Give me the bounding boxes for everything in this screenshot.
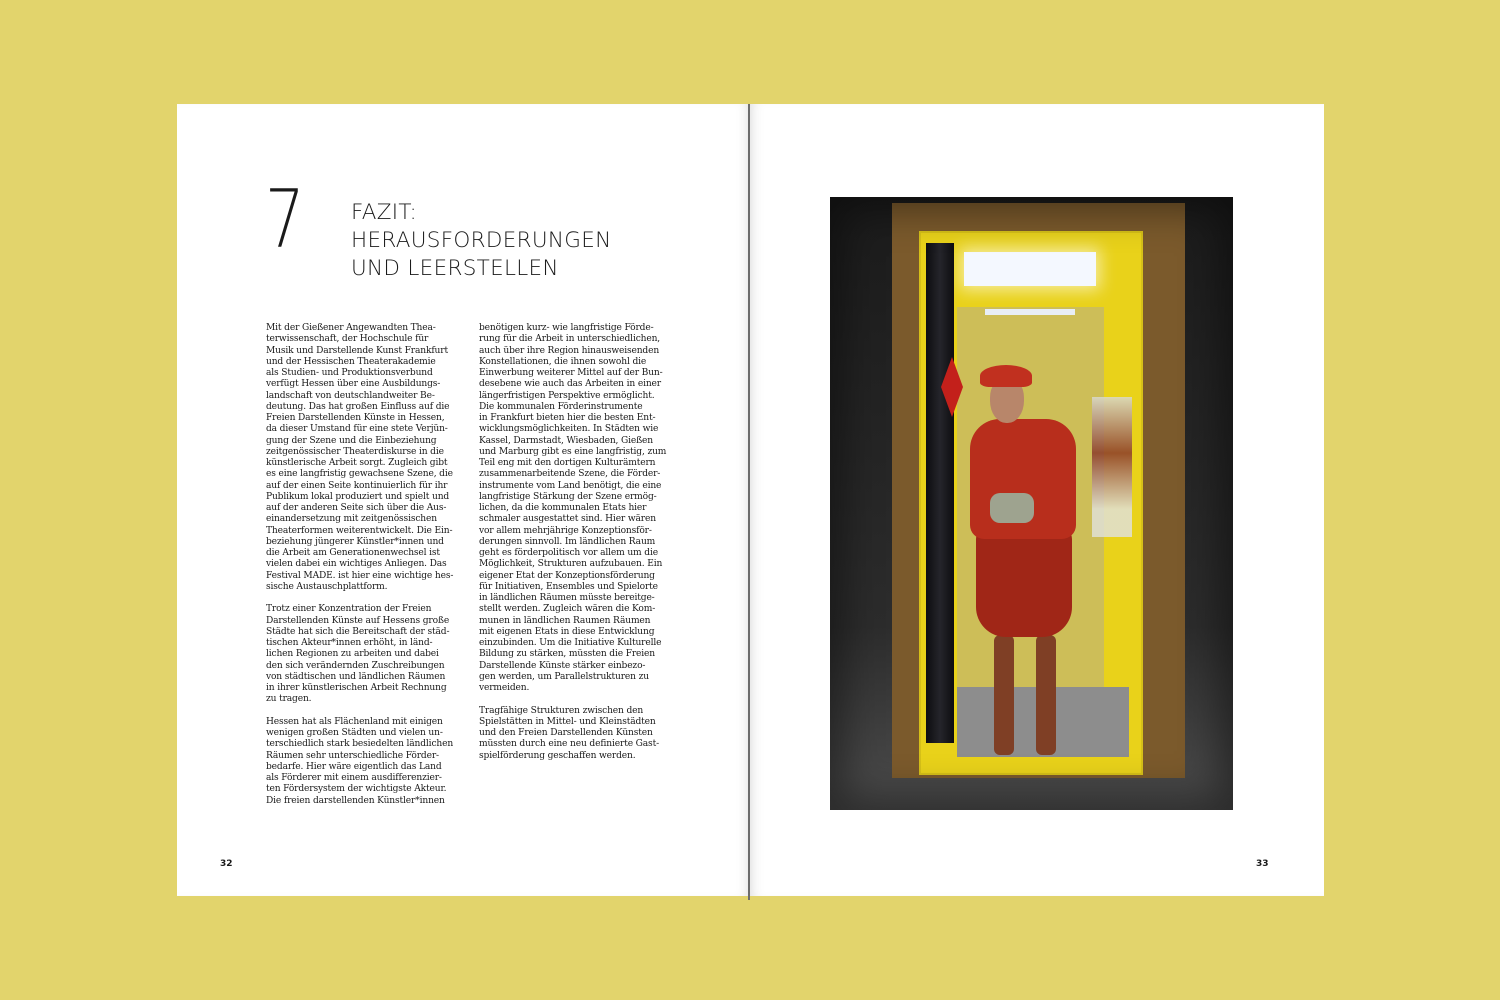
text-line: mit eigenen Etats in diese Entwicklung: [479, 626, 655, 637]
text-line: müssten durch eine neu definierte Gast-: [479, 739, 659, 750]
text-line: Darstellenden Künste auf Hessens große: [266, 615, 450, 626]
text-line: desebene wie auch das Arbeiten in einer: [479, 379, 661, 390]
photo-woman-in-phone-booth: [830, 197, 1233, 810]
chapter-title-line: FAZIT:: [351, 200, 417, 225]
text-line: auf der anderen Seite sich über die Aus-: [266, 503, 447, 513]
text-line: Die kommunalen Förderinstrumente: [479, 401, 643, 412]
text-line: wenigen großen Städten und vielen un-: [266, 728, 443, 738]
text-line: gung der Szene und die Einbeziehung: [266, 435, 437, 446]
spine-gutter: [748, 104, 750, 900]
text-line: terwissenschaft, der Hochschule für: [266, 334, 429, 345]
text-line: einandersetzung mit zeitgenössischen: [266, 514, 437, 525]
page-number-right: 33: [1256, 859, 1269, 869]
text-line: Freien Darstellenden Künste in Hessen,: [266, 413, 445, 423]
text-line: Räumen sehr unterschiedliche Förder-: [266, 750, 439, 761]
text-line: deutung. Das hat großen Einfluss auf die: [266, 401, 450, 412]
text-line: künstlerische Arbeit sorgt. Zugleich gibt: [266, 458, 448, 468]
chapter-title: [351, 199, 611, 283]
text-line: rung für die Arbeit in unterschiedlichen,: [479, 334, 661, 345]
text-line: Publikum lokal produziert und spielt und: [266, 491, 450, 502]
text-column-1: [266, 323, 464, 818]
text-line: Darstellende Künste stärker einbezo-: [479, 660, 646, 671]
text-line: instrumente vom Land benötigt, die eine: [479, 480, 662, 491]
paragraph: [479, 323, 677, 694]
page-number-left: 32: [220, 859, 233, 869]
text-line: Musik und Darstellende Kunst Frankfurt: [266, 345, 448, 356]
text-line: vor allem mehrjährige Konzeptionsför-: [479, 525, 652, 536]
text-line: benötigen kurz- wie langfristige Förde-: [479, 323, 654, 333]
text-line: verfügt Hessen über eine Ausbildungs-: [266, 379, 441, 390]
paragraph: [266, 323, 464, 593]
text-line: vielen dabei ein wichtiges Anliegen. Das: [266, 559, 447, 570]
text-line: tischen Akteur*innen erhöht, in länd-: [266, 638, 433, 648]
text-line: schmaler ausgestattet sind. Hier wären: [479, 514, 656, 525]
text-line: langfristige Stärkung der Szene ermög-: [479, 491, 657, 502]
text-line: bedarfe. Hier wäre eigentlich das Land: [266, 761, 442, 772]
text-line: längerfristigen Perspektive ermöglicht.: [479, 390, 655, 401]
text-line: auch über ihre Region hinausweisenden: [479, 345, 660, 356]
text-line: von städtischen und ländlichen Räumen: [266, 671, 446, 682]
text-line: für Initiativen, Ensembles und Spielorte: [479, 581, 658, 592]
text-line: Festival MADE. ist hier eine wichtige hes-: [266, 570, 454, 581]
text-line: Theaterformen weiterentwickelt. Die Ein-: [266, 525, 453, 536]
text-line: Möglichkeit, Strukturen aufzubauen. Ein: [479, 559, 663, 570]
chapter-title-line: UND LEERSTELLEN: [351, 256, 559, 281]
text-line: derungen sinnvoll. Im ländlichen Raum: [479, 536, 656, 547]
text-line: ten Fördersystem der wichtigste Akteur.: [266, 784, 447, 795]
text-line: zusammenarbeitende Szene, die Förder-: [479, 469, 661, 480]
text-line: als Studien- und Produktionsverbund: [266, 368, 433, 378]
text-line: landschaft von deutschlandweiter Be-: [266, 390, 435, 401]
text-line: eigener Etat der Konzeptionsförderung: [479, 570, 655, 581]
left-page: [177, 104, 750, 896]
text-line: munen in ländlichen Raumen Räumen: [479, 615, 651, 626]
text-column-2: [479, 323, 677, 773]
text-line: Trotz einer Konzentration der Freien: [266, 604, 432, 615]
text-line: da dieser Umstand für eine stete Verjün-: [266, 424, 448, 435]
text-line: Teil eng mit den dortigen Kulturämtern: [479, 458, 656, 468]
text-line: zeitgenössischer Theaterdiskurse in die: [266, 446, 444, 457]
text-line: Hessen hat als Flächenland mit einigen: [266, 716, 443, 727]
text-line: vermeiden.: [479, 683, 530, 693]
paragraph: [266, 604, 464, 705]
text-line: lichen Regionen zu arbeiten und dabei: [266, 649, 439, 660]
text-line: die Arbeit am Generationenwechsel ist: [266, 548, 440, 558]
paragraph: [479, 706, 677, 762]
text-line: Bildung zu stärken, müssten die Freien: [479, 649, 655, 660]
text-line: lichen, da die kommunalen Etats hier: [479, 503, 647, 513]
text-line: zu tragen.: [266, 694, 312, 705]
text-line: geht es förderpolitisch vor allem um die: [479, 548, 658, 558]
paragraph: [266, 717, 464, 807]
text-line: als Förderer mit einem ausdifferenzier-: [266, 773, 442, 783]
text-line: und den Freien Darstellenden Künsten: [479, 728, 653, 738]
text-line: und der Hessischen Theaterakademie: [266, 356, 436, 367]
text-line: in ländlichen Räumen müsste bereitge-: [479, 593, 655, 603]
text-line: den sich verändernden Zuschreibungen: [266, 660, 445, 671]
text-line: Städte hat sich die Bereitschaft der städ-: [266, 626, 450, 637]
text-line: auf der einen Seite kontinuierlich für ihr: [266, 480, 448, 491]
text-line: Spielstätten in Mittel- und Kleinstädten: [479, 716, 656, 727]
photo-vignette: [830, 197, 1233, 810]
text-line: wicklungsmöglichkeiten. In Städten wie: [479, 424, 659, 435]
text-line: Tragfähige Strukturen zwischen den: [479, 705, 644, 716]
chapter-number: 7: [265, 173, 304, 266]
text-line: sische Austauschplattform.: [266, 581, 388, 592]
chapter-title-line: HERAUSFORDERUNGEN: [351, 228, 612, 253]
text-line: terschiedlich stark besiedelten ländlichen: [266, 739, 454, 750]
text-line: Kassel, Darmstadt, Wiesbaden, Gießen: [479, 435, 653, 446]
text-line: in Frankfurt bieten hier die besten Ent-: [479, 413, 656, 423]
text-line: stellt werden. Zugleich wären die Kom-: [479, 604, 656, 615]
text-line: Einwerbung weiterer Mittel auf der Bun-: [479, 368, 663, 378]
text-line: in ihrer künstlerischen Arbeit Rechnung: [266, 683, 447, 693]
text-line: Die freien darstellenden Künstler*innen: [266, 795, 445, 806]
text-line: einzubinden. Um die Initiative Kulturelle: [479, 638, 662, 648]
text-line: Konstellationen, die ihnen sowohl die: [479, 356, 647, 367]
text-line: beziehung jüngerer Künstler*innen und: [266, 536, 444, 547]
text-line: gen werden, um Parallelstrukturen zu: [479, 671, 649, 682]
text-line: es eine langfristig gewachsene Szene, die: [266, 469, 453, 480]
text-line: Mit der Gießener Angewandten Thea-: [266, 323, 436, 333]
text-line: und Marburg gibt es eine langfristig, zum: [479, 446, 667, 457]
text-line: spielförderung geschaffen werden.: [479, 750, 636, 761]
